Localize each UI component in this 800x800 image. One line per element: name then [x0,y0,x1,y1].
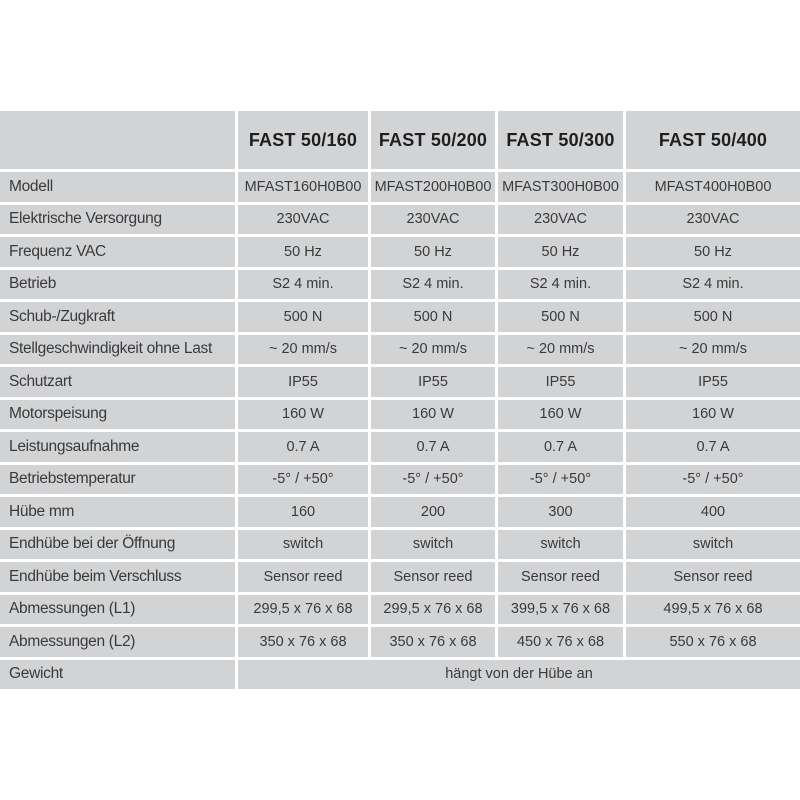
table-cell: ~ 20 mm/s [371,335,495,365]
row-label-frequenz-vac: Frequenz VAC [0,237,235,267]
table-cell: 50 Hz [371,237,495,267]
row-label-schutzart: Schutzart [0,367,235,397]
row-label-huebe-mm: Hübe mm [0,497,235,527]
table-cell: Sensor reed [498,562,623,592]
table-corner-cell [0,111,235,169]
row-label-leistungsaufnahme: Leistungsaufnahme [0,432,235,462]
table-cell: ~ 20 mm/s [238,335,368,365]
table-cell: 160 W [371,400,495,430]
table-cell: 50 Hz [498,237,623,267]
table-cell: ~ 20 mm/s [626,335,800,365]
table-cell: IP55 [238,367,368,397]
table-cell: 0.7 A [238,432,368,462]
column-header-fast-50-160: FAST 50/160 [238,111,368,169]
row-label-betriebstemperatur: Betriebstemperatur [0,465,235,495]
table-cell: 500 N [626,302,800,332]
table-cell: -5° / +50° [498,465,623,495]
row-label-elektrische-versorgung: Elektrische Versorgung [0,205,235,235]
table-cell: IP55 [498,367,623,397]
table-cell: 0.7 A [371,432,495,462]
table-cell: switch [238,530,368,560]
table-cell: 300 [498,497,623,527]
table-cell: IP55 [626,367,800,397]
table-cell: 230VAC [498,205,623,235]
table-cell-gewicht-merged: hängt von der Hübe an [238,660,800,690]
table-cell: 200 [371,497,495,527]
table-cell: 50 Hz [238,237,368,267]
table-cell: S2 4 min. [626,270,800,300]
table-cell: MFAST400H0B00 [626,172,800,202]
table-cell: 399,5 x 76 x 68 [498,595,623,625]
table-cell: switch [626,530,800,560]
table-cell: 350 x 76 x 68 [238,627,368,657]
table-cell: MFAST160H0B00 [238,172,368,202]
table-cell: 500 N [498,302,623,332]
table-cell: 230VAC [626,205,800,235]
table-cell: IP55 [371,367,495,397]
table-cell: 230VAC [371,205,495,235]
table-cell: Sensor reed [238,562,368,592]
column-header-fast-50-300: FAST 50/300 [498,111,623,169]
table-cell: Sensor reed [626,562,800,592]
column-header-fast-50-200: FAST 50/200 [371,111,495,169]
table-cell: 500 N [371,302,495,332]
table-cell: 230VAC [238,205,368,235]
table-cell: MFAST200H0B00 [371,172,495,202]
table-cell: S2 4 min. [498,270,623,300]
row-label-betrieb: Betrieb [0,270,235,300]
table-cell: S2 4 min. [371,270,495,300]
table-cell: S2 4 min. [238,270,368,300]
row-label-stellgeschwindigkeit: Stellgeschwindigkeit ohne Last [0,335,235,365]
table-cell: 50 Hz [626,237,800,267]
table-cell: Sensor reed [371,562,495,592]
table-cell: ~ 20 mm/s [498,335,623,365]
table-cell: 0.7 A [498,432,623,462]
table-cell: 499,5 x 76 x 68 [626,595,800,625]
table-cell: -5° / +50° [238,465,368,495]
row-label-modell: Modell [0,172,235,202]
row-label-endhuebe-oeffnung: Endhübe bei der Öffnung [0,530,235,560]
row-label-schub-zugkraft: Schub-/Zugkraft [0,302,235,332]
table-cell: -5° / +50° [371,465,495,495]
table-cell: switch [498,530,623,560]
table-cell: 550 x 76 x 68 [626,627,800,657]
row-label-abmessungen-l2: Abmessungen (L2) [0,627,235,657]
table-cell: 450 x 76 x 68 [498,627,623,657]
row-label-endhuebe-verschluss: Endhübe beim Verschluss [0,562,235,592]
row-label-motorspeisung: Motorspeisung [0,400,235,430]
table-cell: 160 [238,497,368,527]
table-cell: MFAST300H0B00 [498,172,623,202]
table-cell: 160 W [498,400,623,430]
spec-table [0,111,800,689]
table-cell: 400 [626,497,800,527]
column-header-fast-50-400: FAST 50/400 [626,111,800,169]
table-cell: 160 W [238,400,368,430]
table-cell: 299,5 x 76 x 68 [238,595,368,625]
table-cell: switch [371,530,495,560]
table-cell: 0.7 A [626,432,800,462]
table-cell: -5° / +50° [626,465,800,495]
table-cell: 299,5 x 76 x 68 [371,595,495,625]
table-cell: 500 N [238,302,368,332]
table-cell: 350 x 76 x 68 [371,627,495,657]
table-cell: 160 W [626,400,800,430]
row-label-abmessungen-l1: Abmessungen (L1) [0,595,235,625]
row-label-gewicht: Gewicht [0,660,235,690]
